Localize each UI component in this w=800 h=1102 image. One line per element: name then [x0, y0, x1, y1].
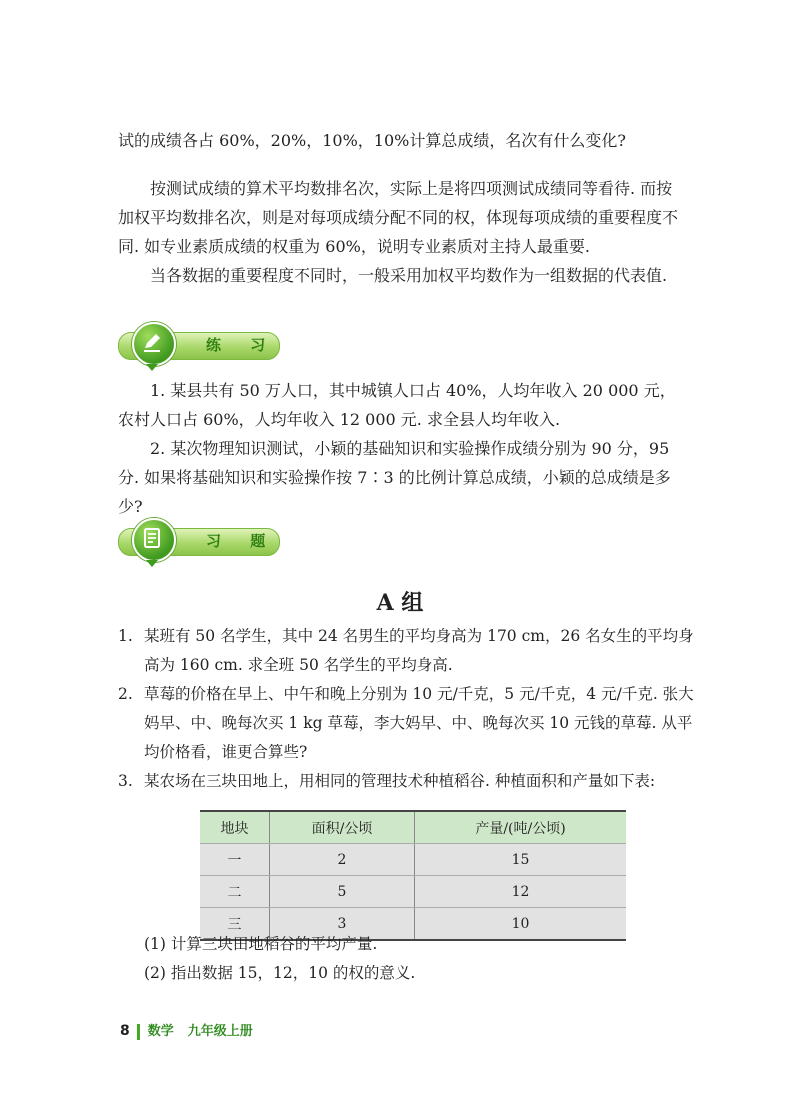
paragraph-weights: 按测试成绩的算术平均数排名次，实际上是将四项测试成绩同等看待. 而按加权平均数排名次，则是对每项成绩分配不同的权，体现每项成绩的重要程度不同. 如专业素质成绩的权重为 60%，说明专业素质对主持人最重要.	[118, 179, 679, 256]
exercise-number-3: 3.	[118, 772, 133, 790]
page-footer	[120, 1020, 253, 1042]
table-header-row	[200, 811, 626, 844]
table-cell: 一	[200, 844, 269, 876]
table-cell: 15	[415, 844, 626, 876]
exercise-number-2: 2.	[118, 685, 133, 703]
paragraph-conclusion: 当各数据的重要程度不同时，一般采用加权平均数作为一组数据的代表值.	[150, 266, 668, 285]
exercise-number-1: 1.	[118, 627, 133, 645]
footer-subject: 数学	[147, 1024, 174, 1039]
group-title: A 组	[376, 590, 424, 616]
subquestion-2: (2) 指出数据 15，12，10 的权的意义.	[144, 964, 416, 982]
table-cell: 10	[415, 908, 626, 941]
table-cell: 5	[269, 876, 414, 908]
practice-item-1: 1. 某县共有 50 万人口，其中城镇人口占 40%，人均年收入 20 000 元，农村人口占 60%，人均年收入 12 000 元. 求全县人均年收入.	[118, 381, 676, 429]
table-row	[200, 876, 626, 908]
exercise-item-1: 某班有 50 名学生，其中 24 名男生的平均身高为 170 cm，26 名女生的平均身高为 160 cm. 求全班 50 名学生的平均身高.	[144, 627, 694, 674]
table-cell: 二	[200, 876, 269, 908]
table-cell: 三	[200, 908, 269, 941]
exercise-label: 习 题	[206, 532, 278, 550]
notebook-icon	[140, 526, 164, 550]
table-header-cell: 面积/公顷	[269, 811, 414, 844]
exercise-item-2: 草莓的价格在早上、中午和晚上分别为 10 元/千克，5 元/千克，4 元/千克. 张大妈早、中、晚每次买 1 kg 草莓，李大妈早、中、晚每次买 10 元钱的草莓. 从平均价格看，谁更合算些?	[144, 685, 694, 761]
table-header-cell: 地块	[200, 811, 269, 844]
pencil-icon	[140, 330, 164, 354]
table-row	[200, 844, 626, 876]
footer-divider	[137, 1024, 140, 1040]
table-cell: 3	[269, 908, 414, 941]
table-header-cell: 产量/(吨/公顷)	[415, 811, 626, 844]
table-cell: 12	[415, 876, 626, 908]
practice-banner	[118, 328, 278, 360]
exercise-item-3: 某农场在三块田地上，用相同的管理技术种植稻谷. 种植面积和产量如下表:	[144, 772, 656, 790]
page-number: 8	[120, 1023, 130, 1039]
table-cell: 2	[269, 844, 414, 876]
footer-book: 九年级上册	[187, 1024, 253, 1039]
intro-line: 试的成绩各占 60%，20%，10%，10%计算总成绩，名次有什么变化?	[118, 131, 626, 150]
exercise-banner	[118, 524, 278, 556]
subquestion-1: (1) 计算三块田地稻谷的平均产量.	[144, 935, 378, 953]
yield-table	[200, 810, 626, 941]
practice-item-2: 2. 某次物理知识测试，小颖的基础知识和实验操作成绩分别为 90 分，95 分. 如果将基础知识和实验操作按 7∶3 的比例计算总成绩，小颖的总成绩是多少?	[118, 439, 671, 516]
practice-label: 练 习	[206, 336, 278, 354]
